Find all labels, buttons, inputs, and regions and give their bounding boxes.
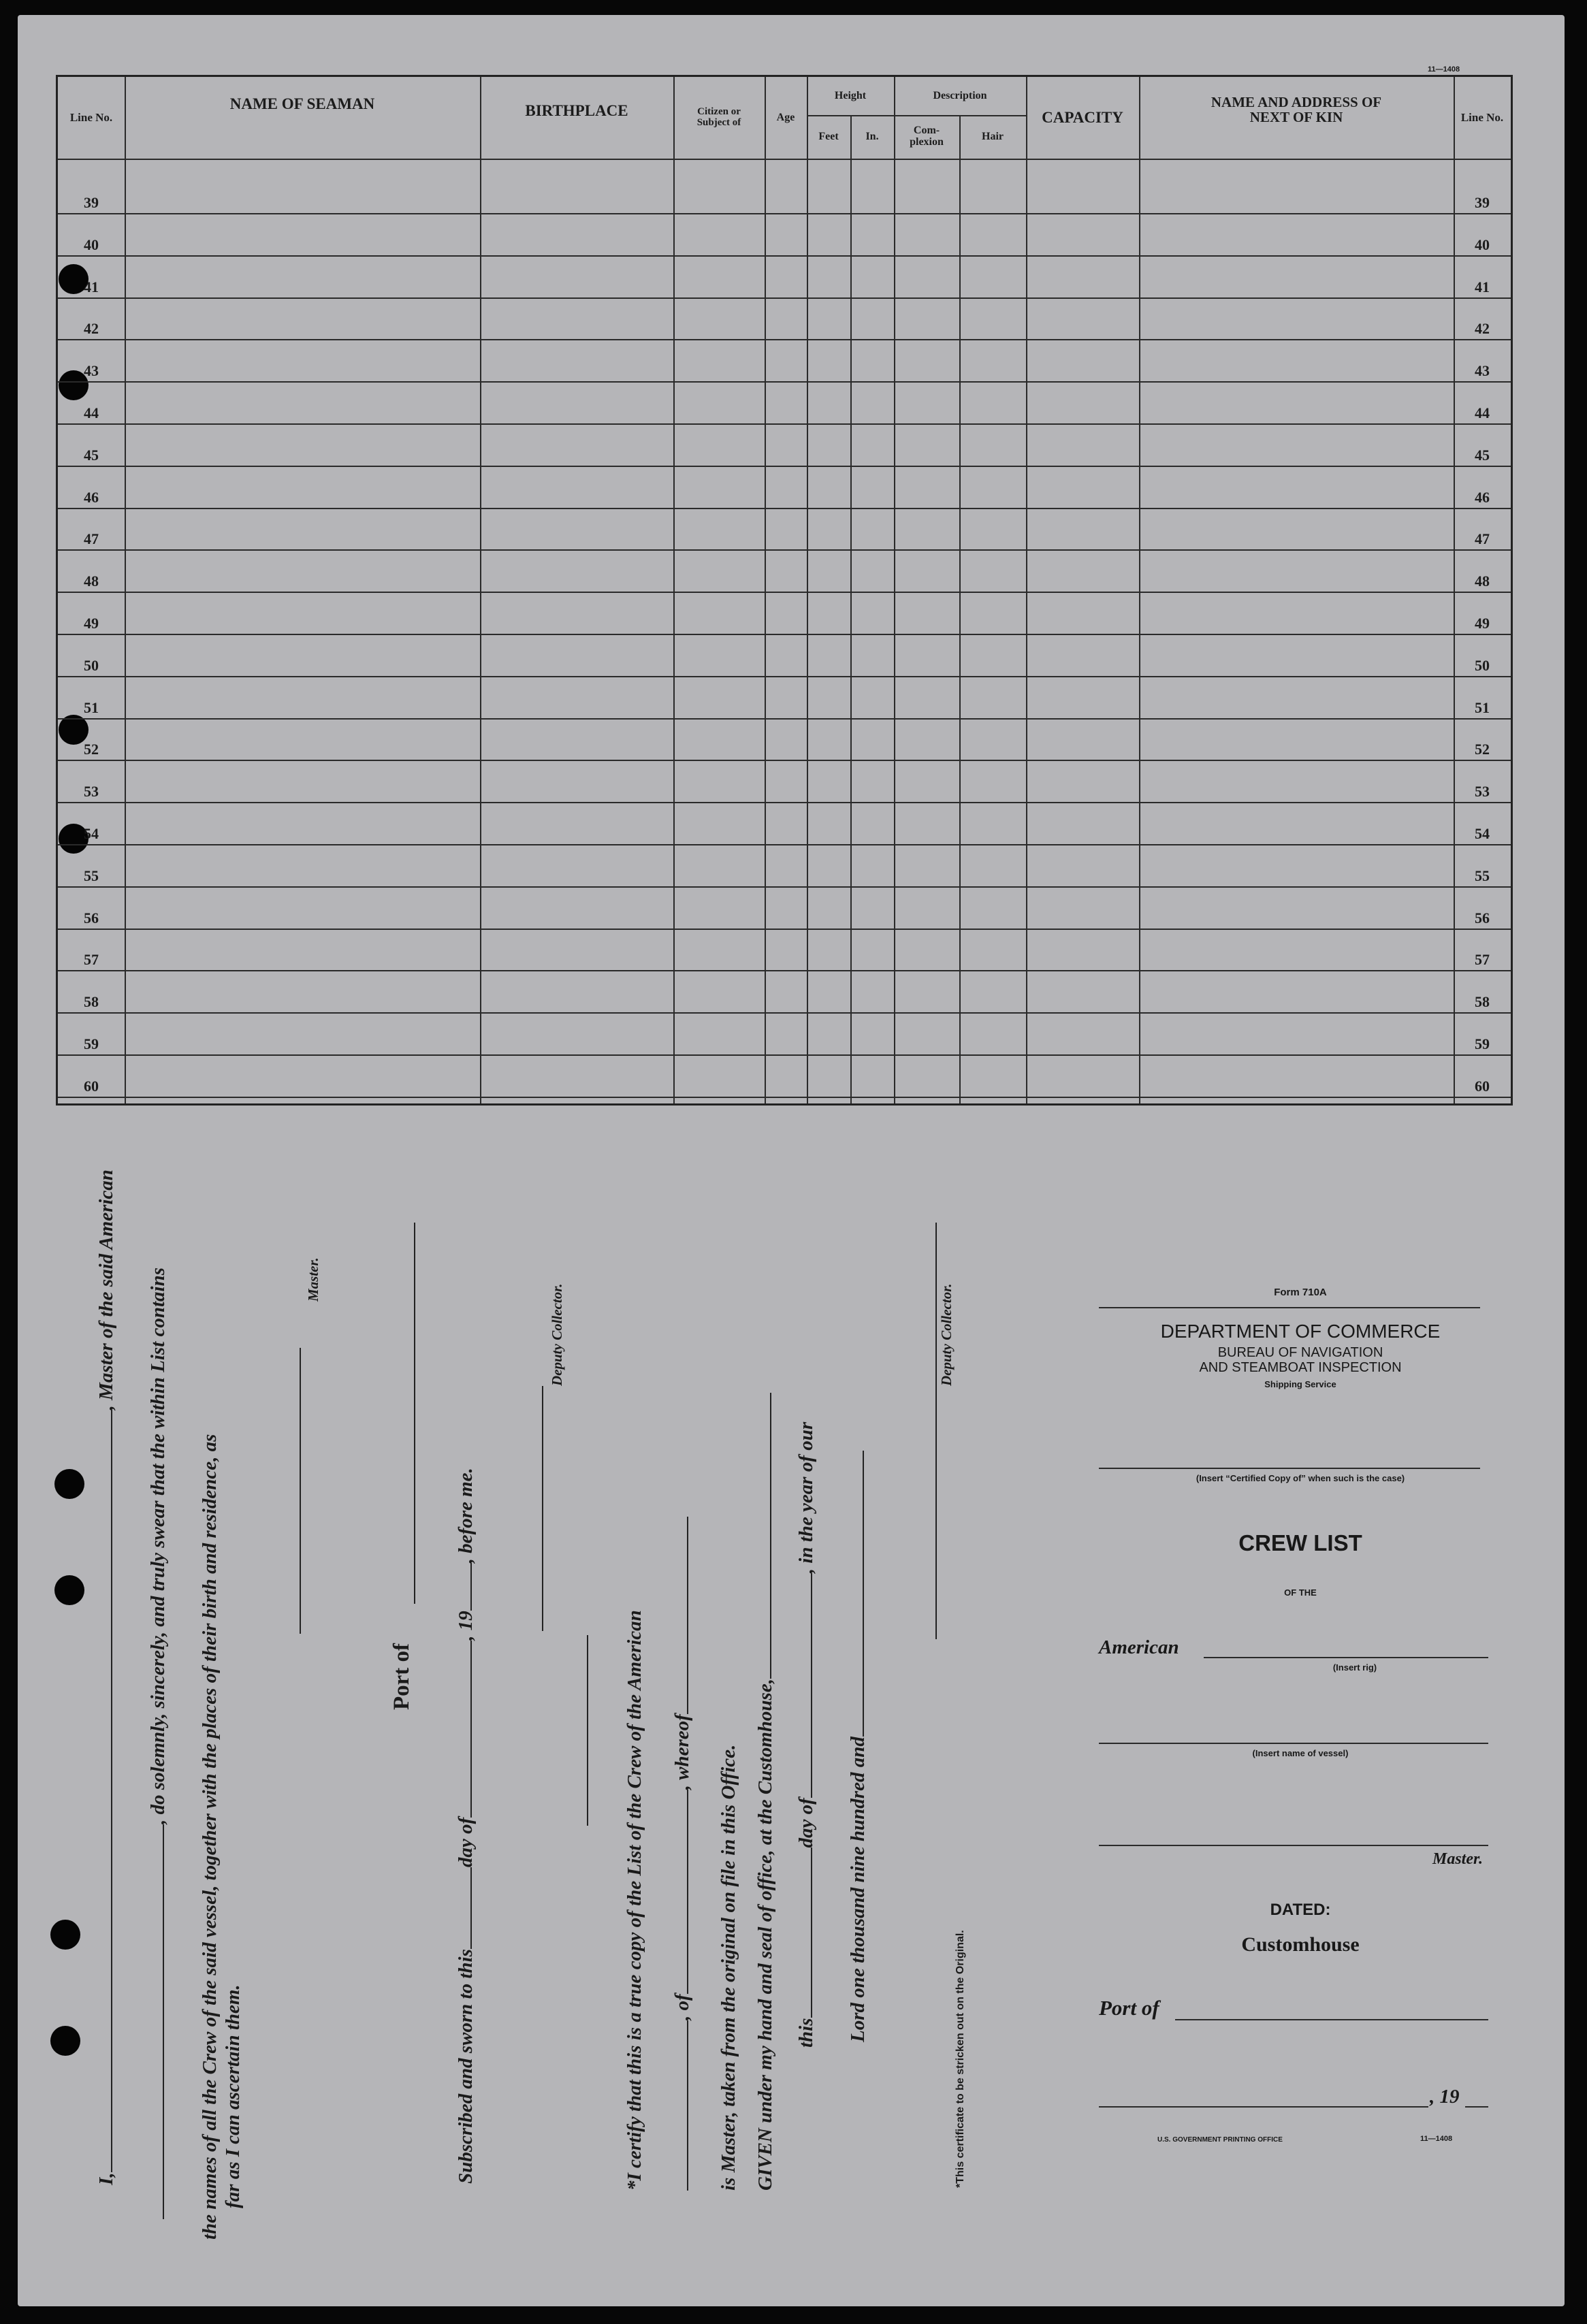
master-signature-line [300, 1348, 301, 1634]
rule [1099, 1307, 1480, 1308]
line-number-left: 51 [84, 699, 99, 716]
dated-label: DATED: [1270, 1901, 1331, 1919]
line-number-left: 59 [84, 1035, 99, 1052]
column-rule [1454, 77, 1455, 1103]
line-number-right: 39 [1475, 194, 1490, 211]
master-line [1099, 1845, 1488, 1846]
line-number-left: 42 [84, 320, 99, 337]
line-number-right: 57 [1475, 951, 1490, 968]
bureau-line-2: AND STEAMBOAT INSPECTION [1199, 1360, 1402, 1375]
deputy-collector-label-2: Deputy Collector. [938, 1283, 955, 1386]
row-rule [58, 886, 1511, 888]
certificate-line-4: GIVEN under my hand and seal of office, at the Customhouse, [754, 1393, 777, 2191]
date-line [1099, 2106, 1428, 2108]
row-rule [58, 592, 1511, 593]
shipping-service: Shipping Service [1264, 1379, 1336, 1389]
line-number-right: 56 [1475, 909, 1490, 926]
line-number-left: 41 [84, 278, 99, 295]
certificate-line-6: Lord one thousand nine hundred and [847, 1451, 869, 2042]
header-citizen: Citizen or Subject of [696, 106, 741, 128]
line-number-right: 45 [1475, 447, 1490, 464]
line-number-left: 53 [84, 783, 99, 800]
line-number-right: 47 [1475, 530, 1490, 547]
line-number-right: 46 [1475, 489, 1490, 506]
american-label: American [1099, 1636, 1179, 1658]
port-of-line [414, 1223, 415, 1604]
cover-form-code: 11—1408 [1420, 2135, 1453, 2143]
row-rule [58, 718, 1511, 720]
line-number-right: 53 [1475, 783, 1490, 800]
column-rule [673, 77, 675, 1103]
form-code-top: 11—1408 [1428, 65, 1460, 74]
punch-hole [50, 2026, 80, 2056]
column-rule [894, 77, 895, 1103]
header-description: Description [933, 89, 987, 101]
header-height: Height [834, 89, 867, 101]
line-number-right: 43 [1475, 362, 1490, 379]
punch-hole [54, 1469, 84, 1499]
column-rule [125, 77, 126, 1103]
certificate-line-1: *I certify that this is a true copy of the List of the Crew of the American [624, 1610, 645, 2191]
crew-list-title: CREW LIST [1238, 1530, 1362, 1555]
insert-rig-note: (Insert rig) [1332, 1662, 1377, 1673]
line-number-right: 55 [1475, 867, 1490, 884]
certificate-line-5: thisday of, in the year of our [795, 1421, 817, 2048]
header-inches: In. [865, 130, 879, 142]
header-age: Age [776, 111, 795, 123]
line-number-left: 58 [84, 993, 99, 1010]
cover-panel [1089, 1266, 1511, 2151]
header-hair: Hair [982, 130, 1004, 142]
line-number-left: 57 [84, 951, 99, 968]
header-line-no: Line No. [69, 111, 113, 125]
row-rule [58, 802, 1511, 803]
of-the-label: OF THE [1284, 1587, 1317, 1598]
line-number-left: 50 [84, 657, 99, 674]
oath-line-3: the names of all the Crew of the said vessel, together with the places of their birth and residence, as [199, 1434, 221, 2240]
line-number-right: 42 [1475, 320, 1490, 337]
row-rule [58, 760, 1511, 761]
cover-port-of-label: Port of [1099, 1996, 1159, 2020]
certificate-line-3: is Master, taken from the original on file in this Office. [718, 1744, 739, 2191]
row-rule [58, 466, 1511, 467]
year-label: , 19 [1430, 2086, 1460, 2108]
line-number-left: 46 [84, 489, 99, 506]
line-number-left: 43 [84, 362, 99, 379]
column-rule [480, 77, 481, 1103]
punch-hole [50, 1920, 80, 1950]
line-number-left: 52 [84, 741, 99, 758]
deputy-collector-label-1: Deputy Collector. [549, 1283, 565, 1386]
port-line [1175, 2019, 1488, 2020]
header-complexion: Com- plexion [910, 125, 944, 148]
column-rule [807, 77, 808, 1103]
bureau-line-1: BUREAU OF NAVIGATION [1217, 1345, 1383, 1360]
row-rule [58, 339, 1511, 340]
cover-master-label: Master. [1432, 1850, 1483, 1868]
line-number-left: 56 [84, 909, 99, 926]
year-line [1465, 2106, 1488, 2108]
line-number-left: 39 [84, 194, 99, 211]
row-rule [58, 1012, 1511, 1014]
oath-line-1: I,, Master of the said American [95, 1169, 117, 2185]
master-label: Master. [305, 1257, 321, 1302]
insert-certified-note: (Insert “Certified Copy of” when such is the case) [1196, 1473, 1405, 1483]
deputy-collector-line-1 [542, 1386, 543, 1631]
header-line-no-right: Line No. [1460, 111, 1504, 125]
header-feet: Feet [818, 130, 839, 142]
row-rule [58, 970, 1511, 971]
line-number-right: 59 [1475, 1035, 1490, 1052]
row-rule [58, 929, 1511, 930]
form-number: Form 710A [1274, 1287, 1327, 1298]
column-rule [765, 77, 766, 1103]
line-number-right: 49 [1475, 615, 1490, 632]
line-number-left: 40 [84, 236, 99, 253]
line-number-right: 54 [1475, 825, 1490, 842]
header-capacity: CAPACITY [1042, 108, 1123, 126]
oath-line-2: , do solemnly, sincerely, and truly swear that the within List contains [147, 1268, 170, 2219]
divider-rule [587, 1635, 588, 1826]
subscribed-line: Subscribed and sworn to thisday of, 19, before me. [455, 1468, 477, 2184]
row-rule [58, 381, 1511, 383]
rig-line [1204, 1657, 1488, 1658]
line-number-right: 51 [1475, 699, 1490, 716]
row-rule [58, 213, 1511, 214]
row-rule [58, 297, 1511, 299]
certificate-line-2: , of, whereof [671, 1517, 694, 2191]
row-rule [58, 1054, 1511, 1056]
port-of-label: Port of [389, 1643, 414, 1710]
oath-line-4: far as I can ascertain them. [222, 1984, 244, 2208]
line-number-left: 47 [84, 530, 99, 547]
column-rule [850, 115, 852, 1103]
row-rule [58, 549, 1511, 551]
header-birthplace: BIRTHPLACE [525, 101, 628, 119]
line-number-right: 60 [1475, 1078, 1490, 1095]
line-number-left: 49 [84, 615, 99, 632]
line-number-right: 52 [1475, 741, 1490, 758]
line-number-left: 48 [84, 572, 99, 590]
line-number-right: 48 [1475, 572, 1490, 590]
line-number-left: 54 [84, 825, 99, 842]
row-rule [58, 1097, 1511, 1098]
column-rule [1026, 77, 1027, 1103]
row-rule [58, 634, 1511, 635]
line-number-right: 50 [1475, 657, 1490, 674]
line-number-left: 45 [84, 447, 99, 464]
row-rule [58, 844, 1511, 845]
row-rule [58, 423, 1511, 425]
subheader-rule [807, 115, 894, 116]
punch-hole [54, 1575, 84, 1605]
line-number-right: 41 [1475, 278, 1490, 295]
column-rule [1139, 77, 1140, 1103]
certified-copy-line [1099, 1468, 1480, 1469]
customhouse-label: Customhouse [1241, 1933, 1360, 1956]
line-number-left: 60 [84, 1078, 99, 1095]
header-name-of-seaman: NAME OF SEAMAN [229, 95, 375, 112]
header-rule [58, 159, 1511, 160]
row-rule [58, 676, 1511, 677]
column-rule [959, 115, 961, 1103]
line-number-left: 55 [84, 867, 99, 884]
insert-name-note: (Insert name of vessel) [1252, 1748, 1349, 1758]
line-number-right: 58 [1475, 993, 1490, 1010]
line-number-right: 40 [1475, 236, 1490, 253]
subheader-rule [894, 115, 1026, 116]
department-title: DEPARTMENT OF COMMERCE [1160, 1321, 1441, 1342]
line-number-left: 44 [84, 404, 99, 421]
header-next-of-kin: NAME AND ADDRESS OF NEXT OF KIN [1211, 93, 1382, 125]
line-number-right: 44 [1475, 404, 1490, 421]
vessel-name-line [1099, 1743, 1488, 1744]
printing-office: U.S. GOVERNMENT PRINTING OFFICE [1157, 2136, 1283, 2144]
crew-table [56, 75, 1513, 1105]
row-rule [58, 508, 1511, 509]
deputy-collector-line-2 [935, 1223, 937, 1639]
certificate-footnote: *This certificate to be stricken out on the Original. [955, 1930, 966, 2188]
row-rule [58, 255, 1511, 257]
